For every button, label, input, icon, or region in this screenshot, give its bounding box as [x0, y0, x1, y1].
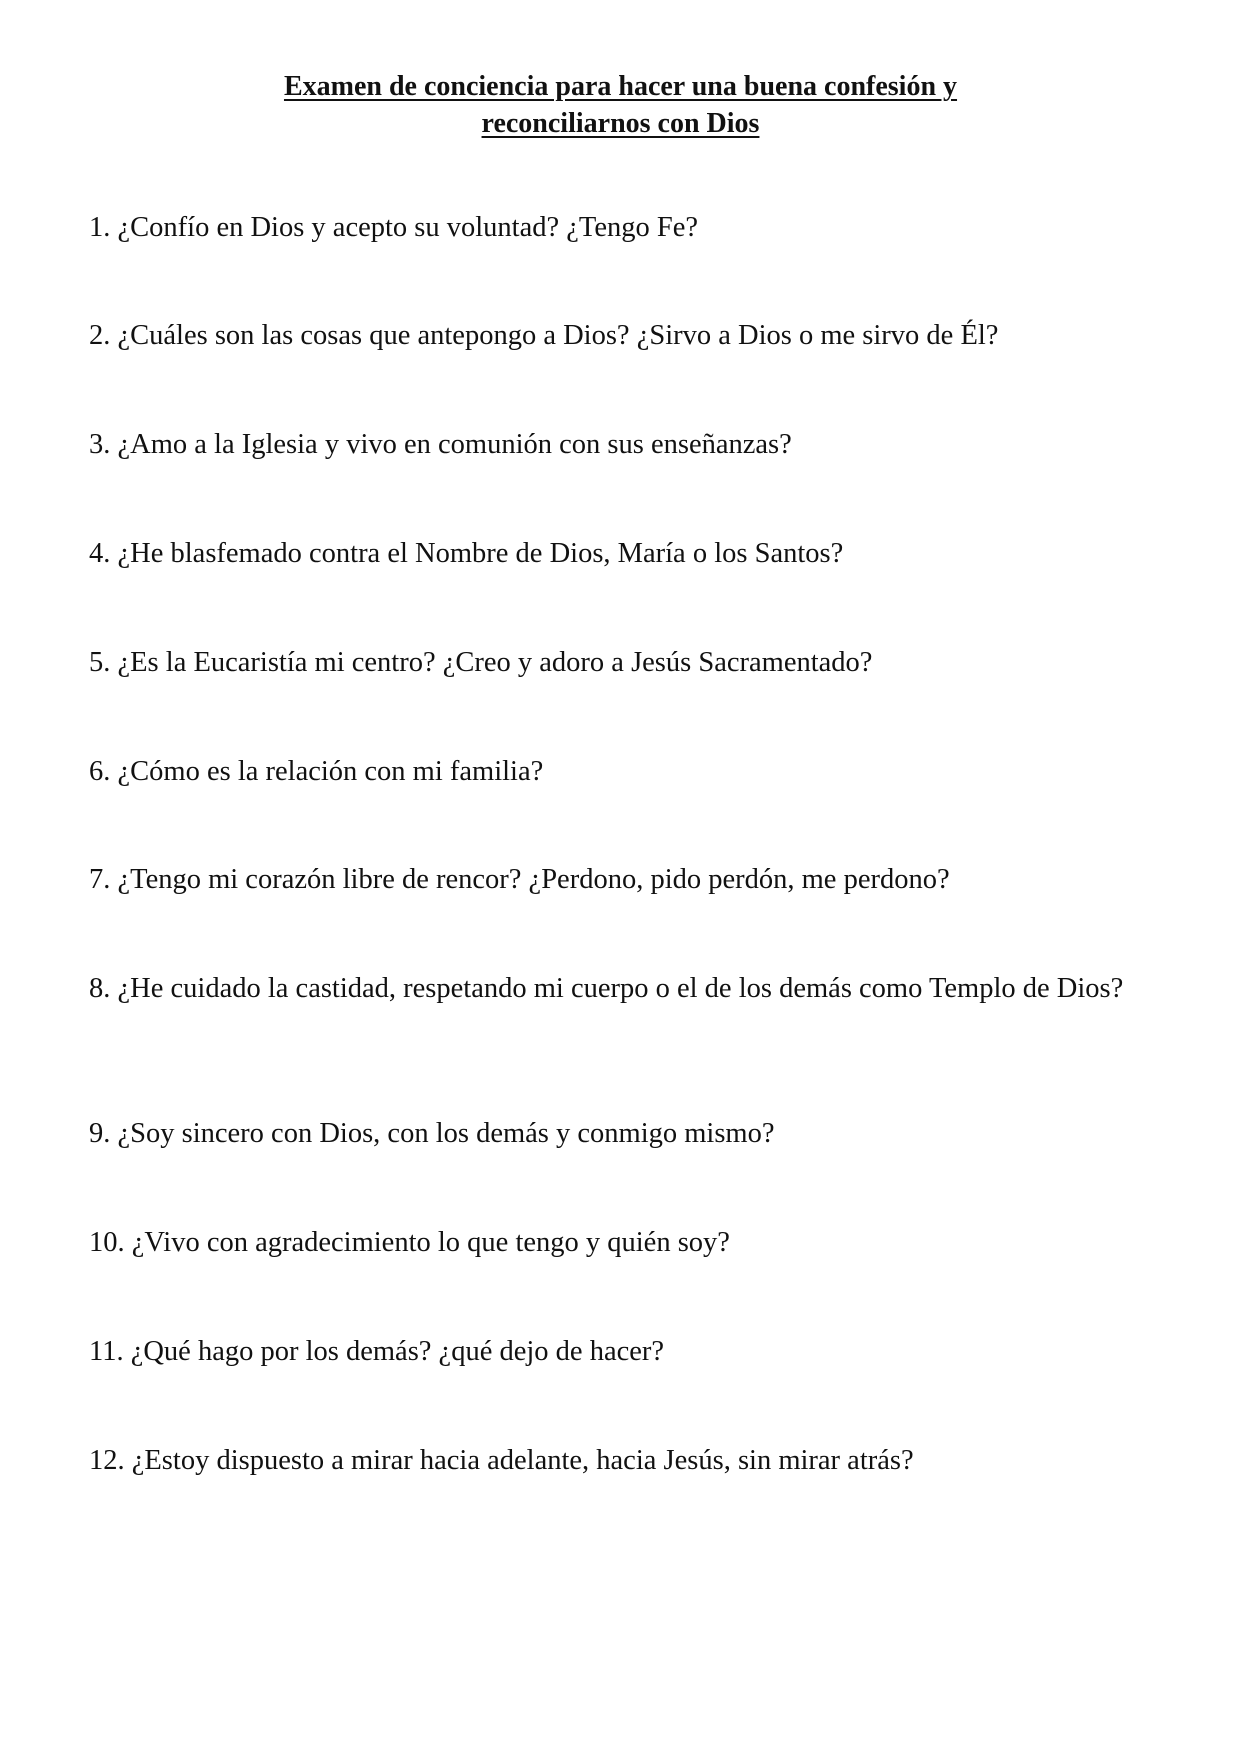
question-item: 6. ¿Cómo es la relación con mi familia?: [89, 756, 544, 787]
question-item: 8. ¿He cuidado la castidad, respetando mi cuerpo o el de los demás como Templo de Dios?: [89, 973, 1124, 1004]
question-item: 2. ¿Cuáles son las cosas que antepongo a Dios? ¿Sirvo a Dios o me sirvo de Él?: [89, 320, 999, 351]
question-item: 3. ¿Amo a la Iglesia y vivo en comunión con sus enseñanzas?: [89, 429, 792, 460]
question-item: 4. ¿He blasfemado contra el Nombre de Dios, María o los Santos?: [89, 538, 844, 569]
question-item: 1. ¿Confío en Dios y acepto su voluntad? ¿Tengo Fe?: [89, 212, 699, 243]
question-item: 12. ¿Estoy dispuesto a mirar hacia adelante, hacia Jesús, sin mirar atrás?: [89, 1445, 914, 1476]
question-item: 9. ¿Soy sincero con Dios, con los demás y conmigo mismo?: [89, 1118, 775, 1149]
question-item: 7. ¿Tengo mi corazón libre de rencor? ¿Perdono, pido perdón, me perdono?: [89, 864, 950, 895]
title-line-1: Examen de conciencia para hacer una buena confesión y: [283, 71, 958, 102]
question-item: 11. ¿Qué hago por los demás? ¿qué dejo de hacer?: [89, 1336, 665, 1367]
question-item: 5. ¿Es la Eucaristía mi centro? ¿Creo y adoro a Jesús Sacramentado?: [89, 647, 873, 678]
title-line-2: reconciliarnos con Dios: [481, 108, 760, 139]
question-item: 10. ¿Vivo con agradecimiento lo que tengo y quién soy?: [89, 1227, 730, 1258]
document-title: [0, 68, 1241, 142]
